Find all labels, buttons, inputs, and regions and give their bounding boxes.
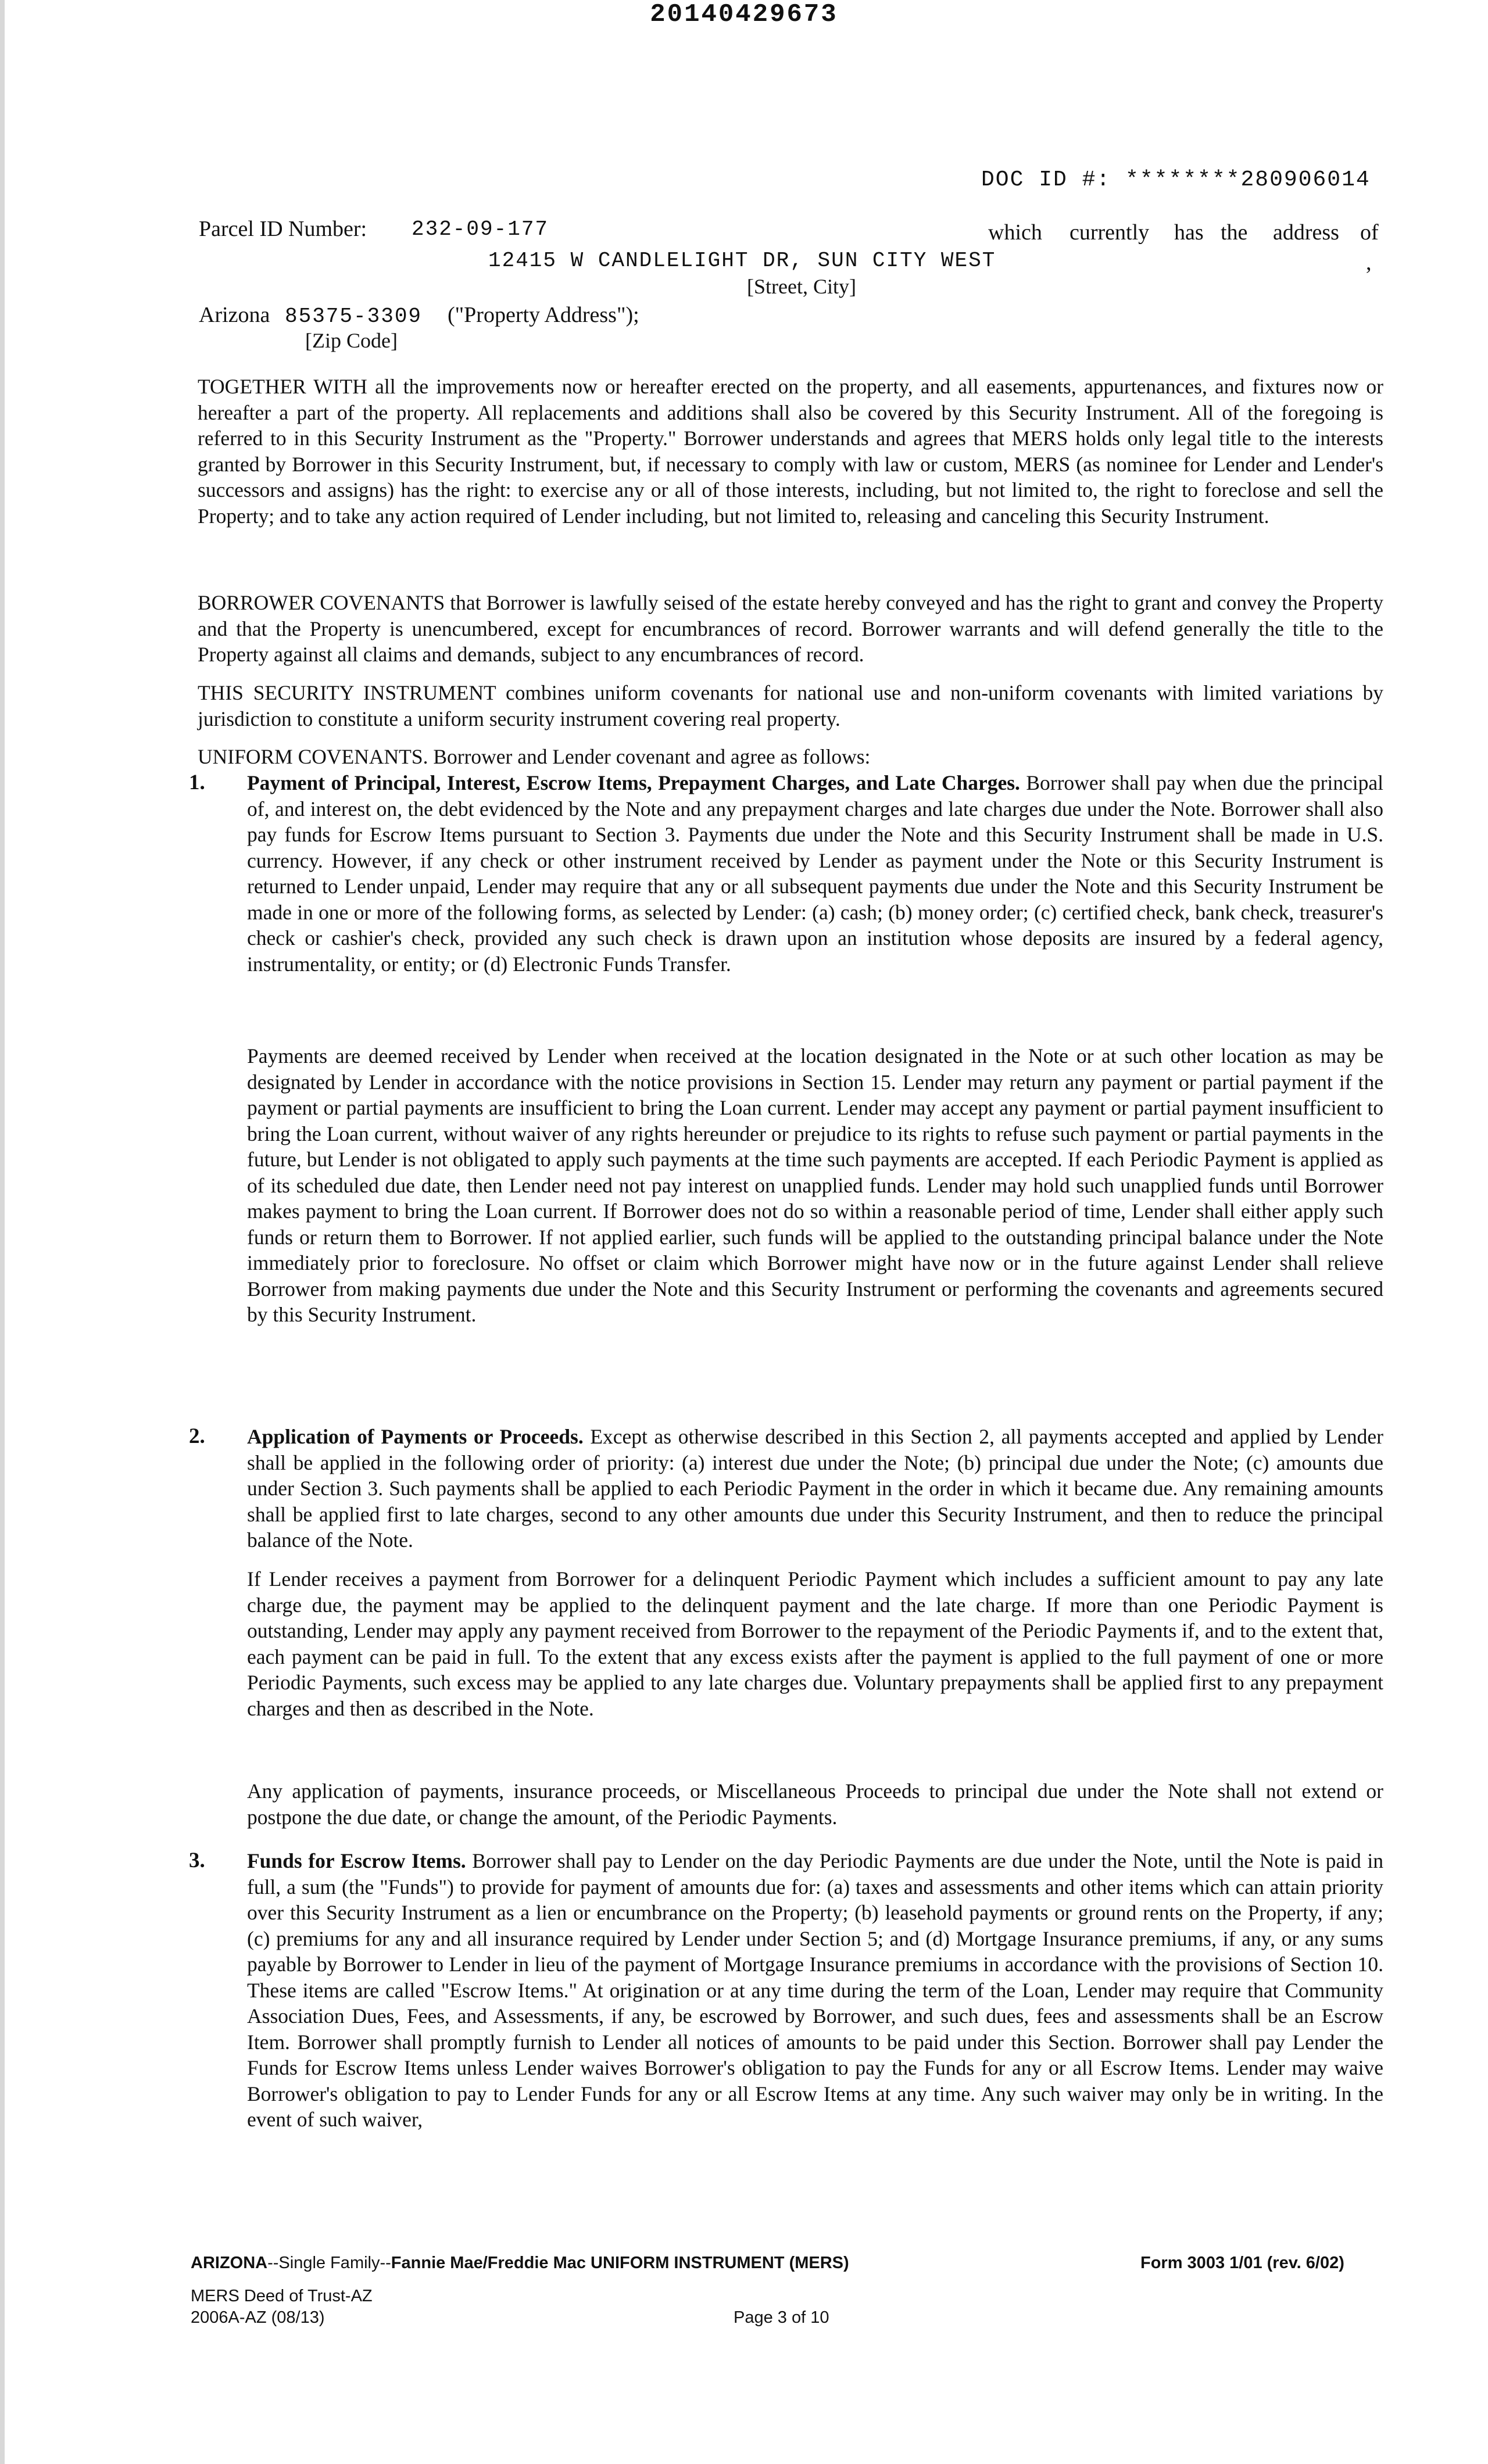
section-1-text: Borrower shall pay when due the principal of, and interest on, the debt evidenced by the Note and any prepayment charges and late charges due under the Note. Borrower shall also pay funds for Escrow Items pursuant to Section 3. Payments due under the Note and this Security Instrument shall be made in U.S. currency. However, if any check or other instrument received by Lender as payment under the Note or this Security Instrument is returned to Lender unpaid, Lender may require that any or all subsequent payments due under the Note and this Security Instrument be made in one or more of the following forms, as selected by Lender: (a) cash; (b) money order; (c) certified check, bank check, treasurer's check or cashier's check, provided any such check is drawn upon an institution whose deposits are insured by a federal agency, instrumentality, or entity; or (d) Electronic Funds Transfer. [247,771,1383,976]
footer-deed-label: MERS Deed of Trust-AZ [191,2287,373,2305]
address-word: address [1273,220,1339,245]
section-2-number: 2. [189,1424,205,1448]
doc-id-label: DOC ID #: [981,167,1111,192]
section-2-text: Except as otherwise described in this Section 2, all payments accepted and applied by Lender shall be applied in the following order of priority: (a) interest due under the Note; (b) principal due under the Note; (c) amounts due under Section 3. Such payments shall be applied to each Periodic Payment in the order in which it became due. Any remaining amounts shall be applied first to late charges, second to any other amounts due under this Security Instrument, and then to reduce the principal balance of the Note. [247,1425,1383,1552]
section-3-heading: Funds for Escrow Items. [247,1849,466,1872]
street-caption: [Street, City] [747,275,856,298]
property-address-label: ("Property Address"); [448,303,639,327]
footer-page-number: Page 3 of 10 [734,2308,829,2327]
footer-uniform-instrument: Fannie Mae/Freddie Mac UNIFORM INSTRUMENT (MERS) [391,2254,849,2272]
doc-id [981,167,1371,192]
footer-instrument-title [191,2254,849,2273]
section-3-number: 3. [189,1849,205,1872]
parcel-id-value: 232-09-177 [412,217,549,241]
of-word: of [1360,220,1379,245]
footer-form-code: 2006A-AZ (08/13) [191,2308,325,2327]
section-1-heading: Payment of Principal, Interest, Escrow Items, Prepayment Charges, and Late Charges. [247,771,1020,794]
section-2-paragraph [247,1424,1383,1553]
footer-state: ARIZONA [191,2254,268,2272]
footer-family-type: --Single Family-- [267,2254,391,2272]
section-1-number: 1. [189,771,205,794]
street-address-value: 12415 W CANDLELIGHT DR, SUN CITY WEST [488,249,996,273]
section-2-paragraph-2: If Lender receives a payment from Borrower for a delinquent Periodic Payment which includes a sufficient amount to pay any late charge due, the payment may be applied to the delinquent payment and the late charge. If more than one Periodic Payment is outstanding, Lender may apply any payment received from Borrower to the repayment of the Periodic Payments if, and to the extent that, each payment can be paid in full. To the extent that any excess exists after the payment is applied to the full payment of one or more Periodic Payments, such excess may be applied to any late charges due. Voluntary prepayments shall be applied first to any prepayment charges and then as described in the Note. [247,1567,1383,1720]
together-with-paragraph: TOGETHER WITH all the improvements now or hereafter erected on the property, and all easements, appurtenances, and fixtures now or hereafter a part of the property. All replacements and additions shall also be covered by this Security Instrument. All of the foregoing is referred to in this Security Instrument as the "Property." Borrower understands and agrees that MERS holds only legal title to the interests granted by Borrower in this Security Instrument, but, if necessary to comply with law or custom, MERS (as nominee for Lender and Lender's successors and assigns) has the right: to exercise any or all of those interests, including, but not limited to, the right to foreclose and sell the Property; and to take any action required of Lender including, but not limited to, releasing and canceling this Security Instrument. [198,375,1383,528]
section-2-paragraph-3: Any application of payments, insurance proceeds, or Miscellaneous Proceeds to principal due under the Note shall not extend or postpone the due date, or change the amount, of the Periodic Payments. [247,1779,1383,1829]
section-1-paragraph [247,770,1383,977]
section-1-paragraph-2: Payments are deemed received by Lender when received at the location designated in the Note or at such other location as may be designated by Lender in accordance with the notice provisions in Section 15. Lender may return any payment or partial payment if the payment or partial payments are insufficient to bring the Loan current. Lender may accept any payment or partial payment insufficient to bring the Loan current, without waiver of any rights hereunder or prejudice to its rights to refuse such payment or partial payments in the future, but Lender is not obligated to apply such payments at the time such payments are accepted. If each Periodic Payment is applied as of its scheduled due date, then Lender need not pay interest on unapplied funds. Lender may hold such unapplied funds until Borrower makes payment to bring the Loan current. If Borrower does not do so within a reasonable period of time, Lender shall either apply such funds or return them to Borrower. If not applied earlier, such funds will be applied to the outstanding principal balance under the Note immediately prior to foreclosure. No offset or claim which Borrower might have now or in the future against Lender shall relieve Borrower from making payments due under the Note and this Security Instrument or performing the covenants and agreements secured by this Security Instrument. [247,1044,1383,1326]
section-2-heading: Application of Payments or Proceeds. [247,1425,584,1448]
currently-word: currently [1070,220,1150,245]
footer-form-number: Form 3003 1/01 (rev. 6/02) [1140,2254,1344,2272]
doc-id-value: ********280906014 [1125,167,1371,192]
parcel-label: Parcel ID Number: [199,217,367,241]
state-name: Arizona [199,303,270,327]
section-3-paragraph [247,1848,1383,2133]
street-comma: , [1366,250,1372,275]
recording-number: 20140429673 [650,0,838,29]
which-word: which [988,220,1042,245]
borrower-covenants-paragraph: BORROWER COVENANTS that Borrower is lawfully seised of the estate hereby conveyed and has the right to grant and convey the Property and that the Property is unencumbered, except for encumbrances of record. Borrower warrants and will defend generally the title to the Property against all claims and demands, subject to any encumbrances of record. [198,591,1383,666]
page-edge [0,0,5,2464]
this-security-instrument-paragraph: THIS SECURITY INSTRUMENT combines uniform covenants for national use and non-uniform covenants with limited variations by jurisdiction to constitute a uniform security instrument covering real property. [198,681,1383,730]
has-word: has [1174,220,1204,245]
zip-caption: [Zip Code] [305,329,398,352]
uniform-covenants-intro: UNIFORM COVENANTS. Borrower and Lender covenant and agree as follows: [198,745,871,768]
the-word: the [1221,220,1248,245]
zip-value: 85375-3309 [285,305,423,328]
section-3-text: Borrower shall pay to Lender on the day Periodic Payments are due under the Note, until the Note is paid in full, a sum (the "Funds") to provide for payment of amounts due for: (a) taxes and assessments and other items which can attain priority over this Security Instrument as a lien or encumbrance on the Property; (b) leasehold payments or ground rents on the Property, if any; (c) premiums for any and all insurance required by Lender under Section 5; and (d) Mortgage Insurance premiums, if any, or any sums payable by Borrower to Lender in lieu of the payment of Mortgage Insurance premiums in accordance with the provisions of Section 10. These items are called "Escrow Items." At origination or at any time during the term of the Loan, Lender may require that Community Association Dues, Fees, and Assessments, if any, be escrowed by Borrower, and such dues, fees and assessments shall be an Escrow Item. Borrower shall promptly furnish to Lender all notices of amounts to be paid under this Section. Borrower shall pay Lender the Funds for Escrow Items unless Lender waives Borrower's obligation to pay the Funds for any or all Escrow Items. Lender may waive Borrower's obligation to pay to Lender Funds for any or all Escrow Items at any time. Any such waiver may only be in writing. In the event of such waiver, [247,1849,1383,2131]
